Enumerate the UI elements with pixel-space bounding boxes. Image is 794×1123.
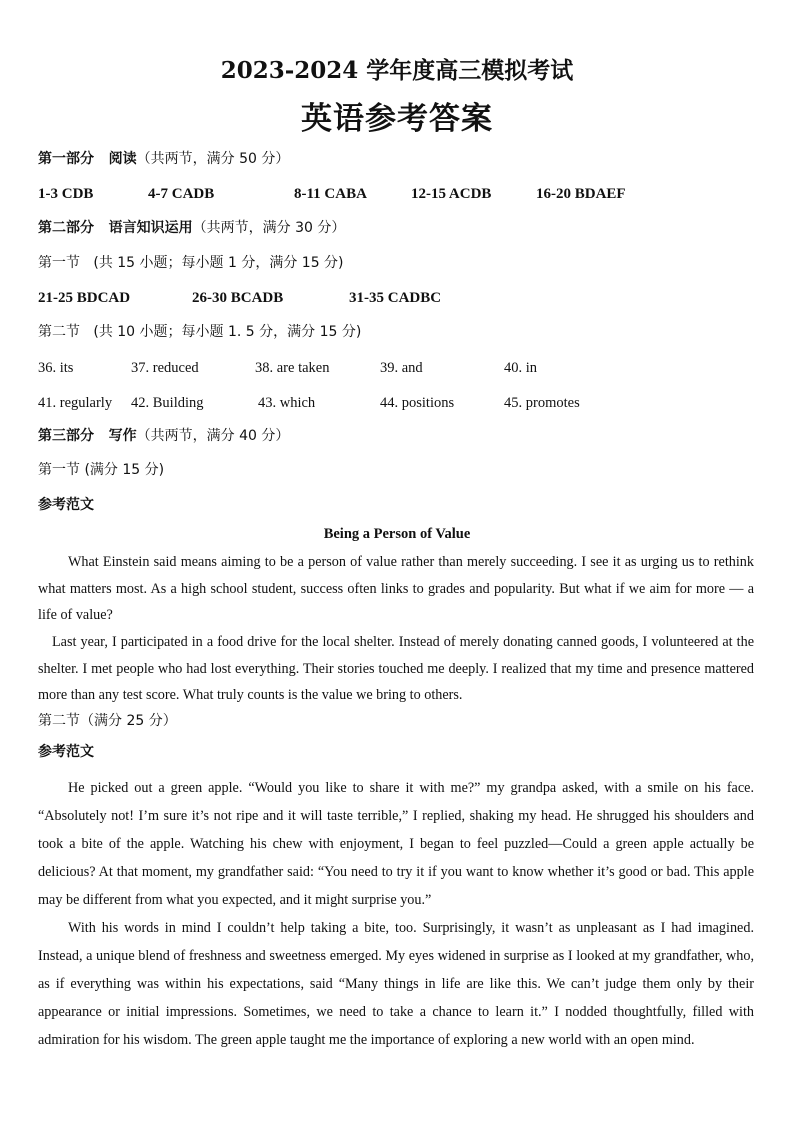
sample-essay-label: 参考范文 <box>38 744 94 760</box>
answer-group: 1-3 CDB <box>38 186 94 202</box>
answer-item: 41. regularly <box>38 395 113 411</box>
answer-group: 26-30 BCADB <box>192 290 284 306</box>
section-note: (满分 15 分) <box>84 462 165 478</box>
section-label: 第一节 <box>38 255 80 271</box>
section-label: 第二节 <box>38 713 80 729</box>
exam-title: 2023-2024 学年度高三模拟考试 <box>220 57 574 84</box>
essay-title: Being a Person of Value <box>323 526 471 542</box>
answer-item: 40. in <box>504 360 538 376</box>
part2-label: 第二部分 <box>38 220 94 236</box>
section-note: (共 10 小题；每小题 1. 5 分，满分 15 分) <box>93 324 362 340</box>
answer-item: 42. Building <box>131 395 204 411</box>
answer-item: 37. reduced <box>131 360 199 376</box>
answer-key-title: 英语参考答案 <box>301 101 493 137</box>
essay2-paragraph: He picked out a green apple. “Would you like to share it with me?” my grandpa asked, with a smile on his face. “Absolutely not! I’m sure it’s not ripe and it will taste terrible,” I replied, shaking my head. He shrugged his shoulders and took a bite of the apple. Watching his chew with enjoyment, I began to feel puzzled—Could a green apple actually be delicious? At that moment, my grandfather said: “You need to try it if you want to know whether it’s good or bad. This apple may be different from what you expected, and it might surprise you.” <box>38 780 754 908</box>
answer-group: 31-35 CADBC <box>349 290 442 306</box>
part3-note: （共两节，满分 40 分） <box>136 428 290 444</box>
part3-label: 第三部分 <box>38 428 94 444</box>
section-label: 第一节 <box>38 462 80 478</box>
part3-heading <box>38 426 756 446</box>
part1-name: 阅读 <box>108 151 137 167</box>
part1-note: （共两节，满分 50 分） <box>136 151 290 167</box>
answer-group: 4-7 CADB <box>148 186 215 202</box>
section-label: 第二节 <box>38 324 80 340</box>
essay1-paragraph: Last year, I participated in a food drive for the local shelter. Instead of merely donating canned goods, I volunteered at the shelter. I met people who had lost everything. Their stories touched me deeply. I realized that my time and presence mattered more than any test score. What truly counts is the value we bring to others. <box>38 634 754 704</box>
section-note: (共 15 小题；每小题 1 分，满分 15 分) <box>93 255 344 271</box>
essay2-paragraph: With his words in mind I couldn’t help taking a bite, too. Surprisingly, it wasn’t as unpleasant as I had imagined. Instead, a unique blend of freshness and sweetness emerged. My eyes widened in surprise as I looked at my grandfather, who, as if everything was within his expectations, said “Many things in life are like this. We can’t judge them only by their appearance or initial impressions. Sometimes, we need to take a chance to learn it.” I nodded thoughtfully, filled with admiration for his wisdom. The green apple taught me the importance of exploring a new world with an open mind. <box>38 920 754 1048</box>
answer-group: 12-15 ACDB <box>411 186 492 202</box>
answer-item: 45. promotes <box>504 395 580 411</box>
part3-section1-heading <box>38 460 756 480</box>
part2-heading <box>38 218 756 238</box>
answer-item: 44. positions <box>380 395 455 411</box>
part3-section2-heading <box>38 711 756 731</box>
answer-group: 8-11 CABA <box>294 186 367 202</box>
part2-name: 语言知识运用 <box>108 220 193 236</box>
answer-group: 16-20 BDAEF <box>536 186 626 202</box>
essay1-paragraph: What Einstein said means aiming to be a person of value rather than merely succeeding. I see it as urging us to rethink what matters most. As a high school student, success often links to grades and popularity. But what if we aim for more — a life of value? <box>38 554 754 624</box>
part2-note: （共两节，满分 30 分） <box>192 220 346 236</box>
answer-item: 36. its <box>38 360 74 376</box>
answer-item: 39. and <box>380 360 423 376</box>
part1-label: 第一部分 <box>38 151 94 167</box>
answer-item: 43. which <box>258 395 316 411</box>
answer-group: 21-25 BDCAD <box>38 290 131 306</box>
part2-section2-heading <box>38 322 756 342</box>
part3-name: 写作 <box>108 428 137 444</box>
answer-item: 38. are taken <box>255 360 330 376</box>
sample-essay-label: 参考范文 <box>38 497 94 513</box>
section-note: （满分 25 分） <box>80 713 177 729</box>
part1-heading <box>38 149 756 169</box>
part2-section1-heading <box>38 253 756 273</box>
